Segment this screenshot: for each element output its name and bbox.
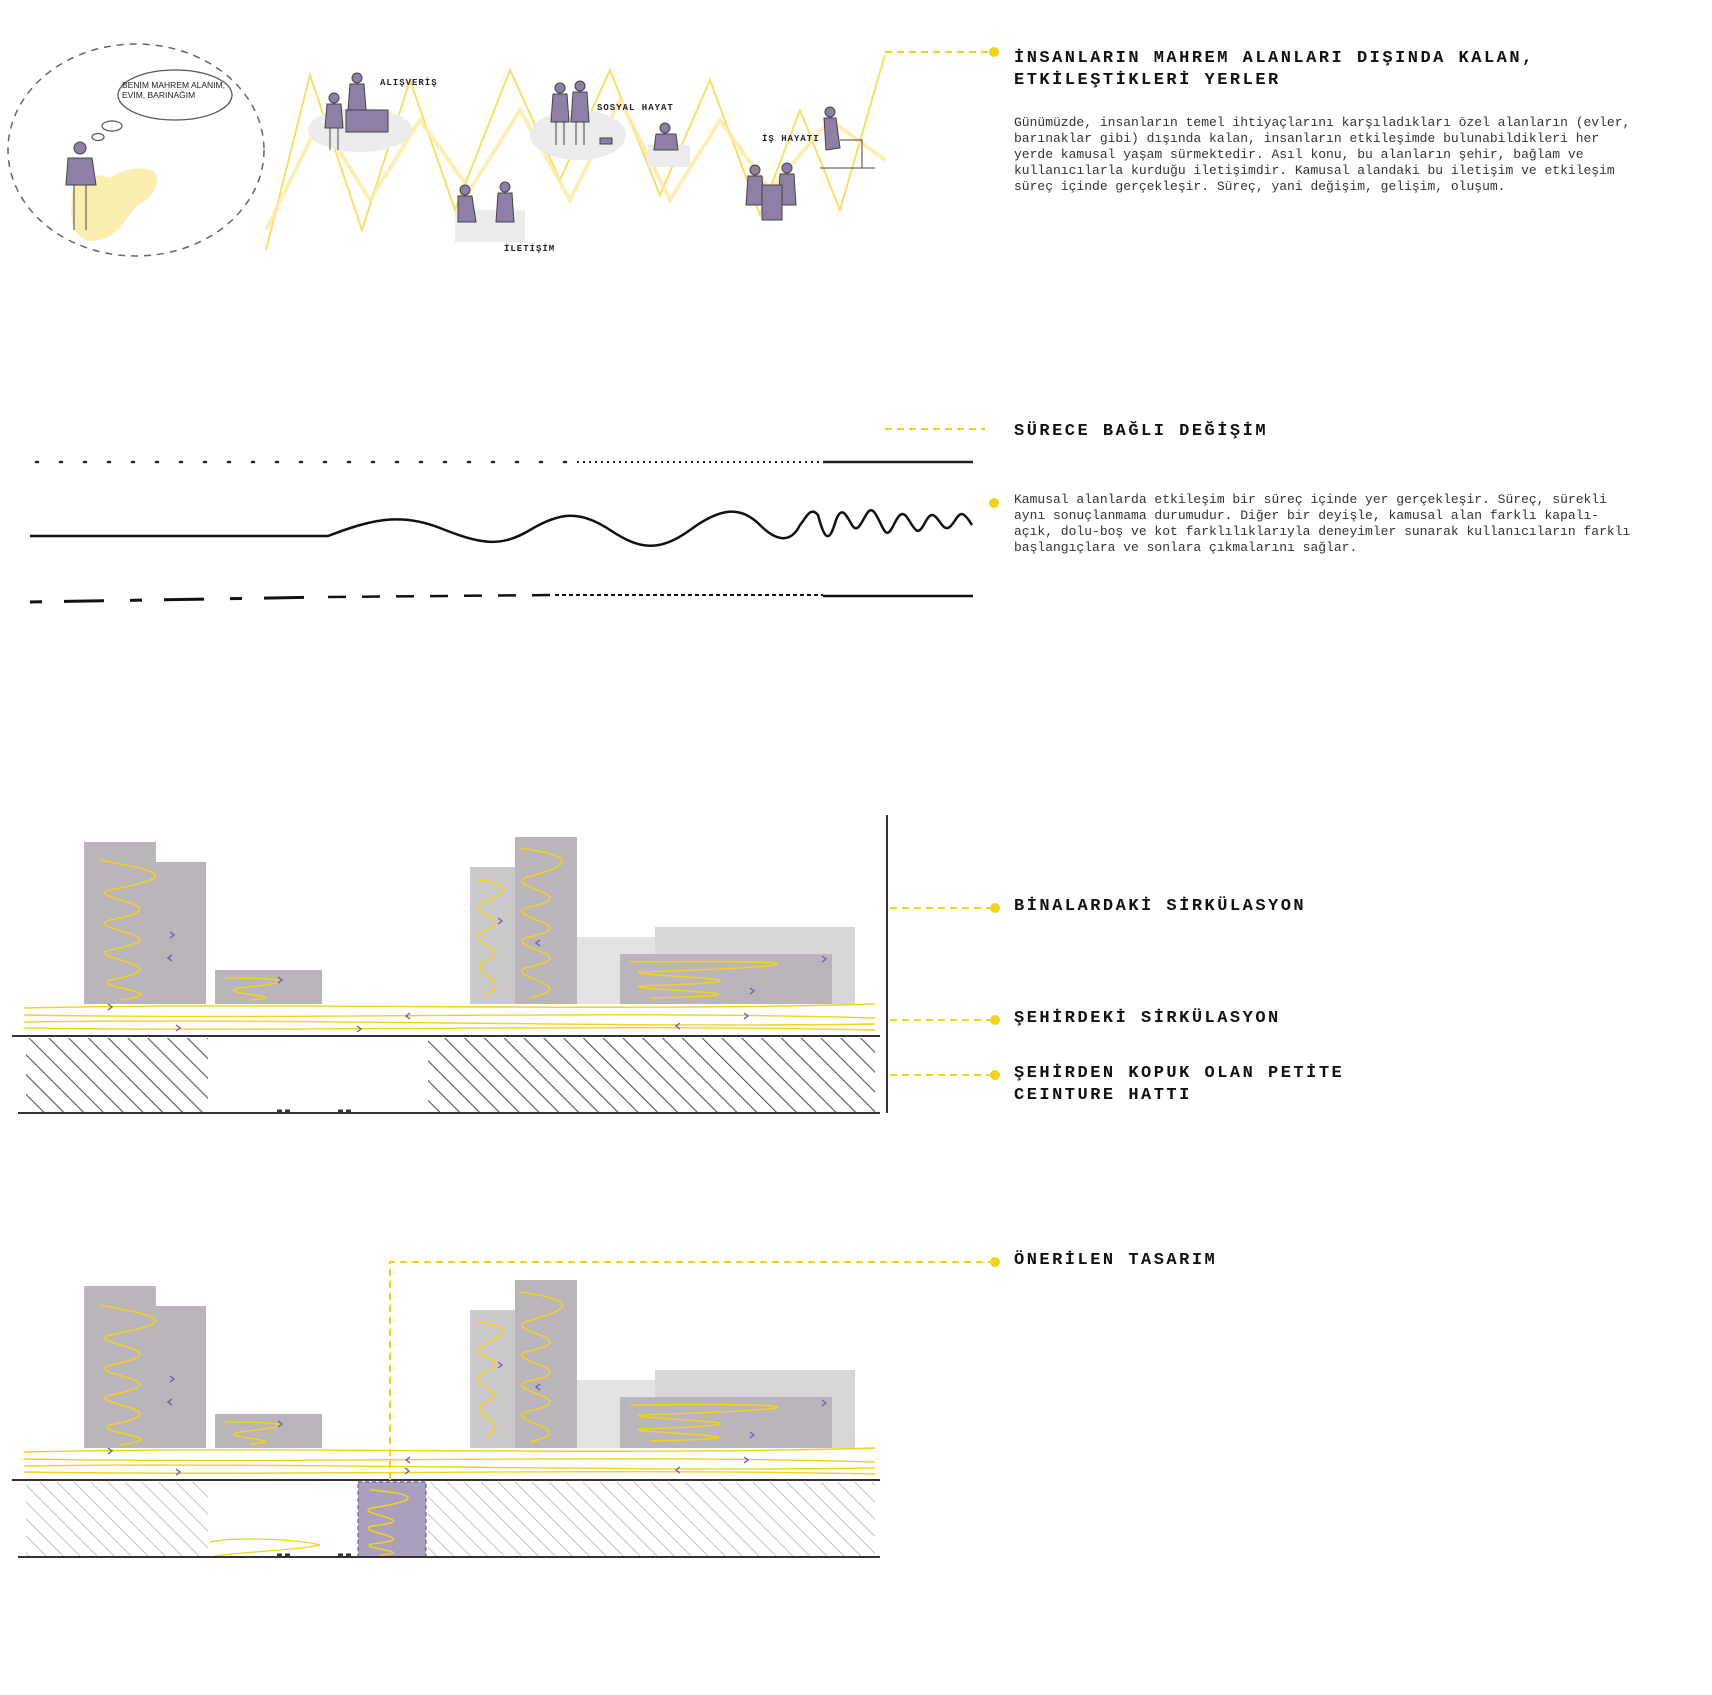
building-low-left-b [215,1414,322,1448]
label-communication: İLETİŞİM [504,244,556,254]
label-social: SOSYAL HAYAT [597,103,674,113]
bullet-building [990,903,1000,913]
section1-diagram [8,0,885,330]
thought-dot-large [102,121,122,131]
work-scene [746,107,875,220]
section2-diagram [30,370,973,700]
label-building-circulation: BİNALARDAKİ SİRKÜLASYON [1014,897,1307,916]
communication-scene [455,182,525,242]
bullet-s1 [989,47,999,57]
building-tall-left [84,842,156,1004]
building-tall-left-step [156,862,206,1004]
rail-hatch-right-b [428,1482,875,1556]
bullet-rail [990,1070,1000,1080]
proposed-rail-circulation [210,1539,320,1556]
dashed-line-long [30,597,328,602]
dashed-line-medium [328,595,555,597]
section2-title: SÜRECE BAĞLI DEĞİŞİM [1014,422,1269,441]
label-work: İŞ HAYATI [762,134,820,144]
building-low-left [215,970,322,1004]
bullet-city [990,1015,1000,1025]
building-tower-b [515,1280,577,1448]
section1-title: İNSANLARIN MAHREM ALANLARI DIŞINDA KALAN, ETKİLEŞTİKLERİ YERLER [1014,49,1535,90]
bullet-s2 [989,498,999,508]
wave-line [30,510,972,546]
rail-hatch-left-b [26,1482,208,1556]
bullet-design [990,1257,1000,1267]
label-city-circulation: ŞEHİRDEKİ SİRKÜLASYON [1014,1009,1281,1028]
section1-body: Günümüzde, insanların temel ihtiyaçlarını karşıladıkları özel alanların (evler, barınaklar gibi) dışında kalan, insanların etkileşimde bulunabildikleri her yerde kamusal yaşam sürmektedir. Asıl konu, bu alanların şehir, bağlam ve kullanıcılarla kurduğu iletişimdir. Kamusal alandaki bu iletişim ve etkileşim süreç içinde gerçekleşir. Süreç, yani değişim, gelişim, oluşum. [1014,115,1631,194]
building-tower [515,837,577,1004]
private-area-ellipse [8,44,264,256]
label-petite-ceinture: ŞEHİRDEN KOPUK OLAN PETİTE CEINTURE HATTI [1014,1064,1345,1105]
label-proposed-design: ÖNERİLEN TASARIM [1014,1251,1218,1270]
rail-hatch-right [428,1038,875,1112]
label-shopping: ALIŞVERİŞ [380,78,438,88]
section2-body: Kamusal alanlarda etkileşim bir süreç içinde yer gerçekleşir. Süreç, sürekli aynı sonuçlanmama durumudur. Diğer bir deyişle, kamusal alan farklı kapalı-açık, dolu-boş ve kot farklılıklarıyla deneyimler sunarak kullanıcıların farklı başlangıçlara ve sonlara çıkmalarını sağlar. [1014,492,1631,555]
thought-bubble-text: BENİM MAHREM ALANIM, EVİM, BARINAĞIM [122,80,225,100]
section4-diagram [12,1280,880,1557]
building-tall-left-step-b [156,1306,206,1448]
thought-dot-small [92,134,104,141]
rail-hatch-left [26,1038,208,1112]
section3-diagram [12,815,887,1113]
social-scene [530,81,690,167]
